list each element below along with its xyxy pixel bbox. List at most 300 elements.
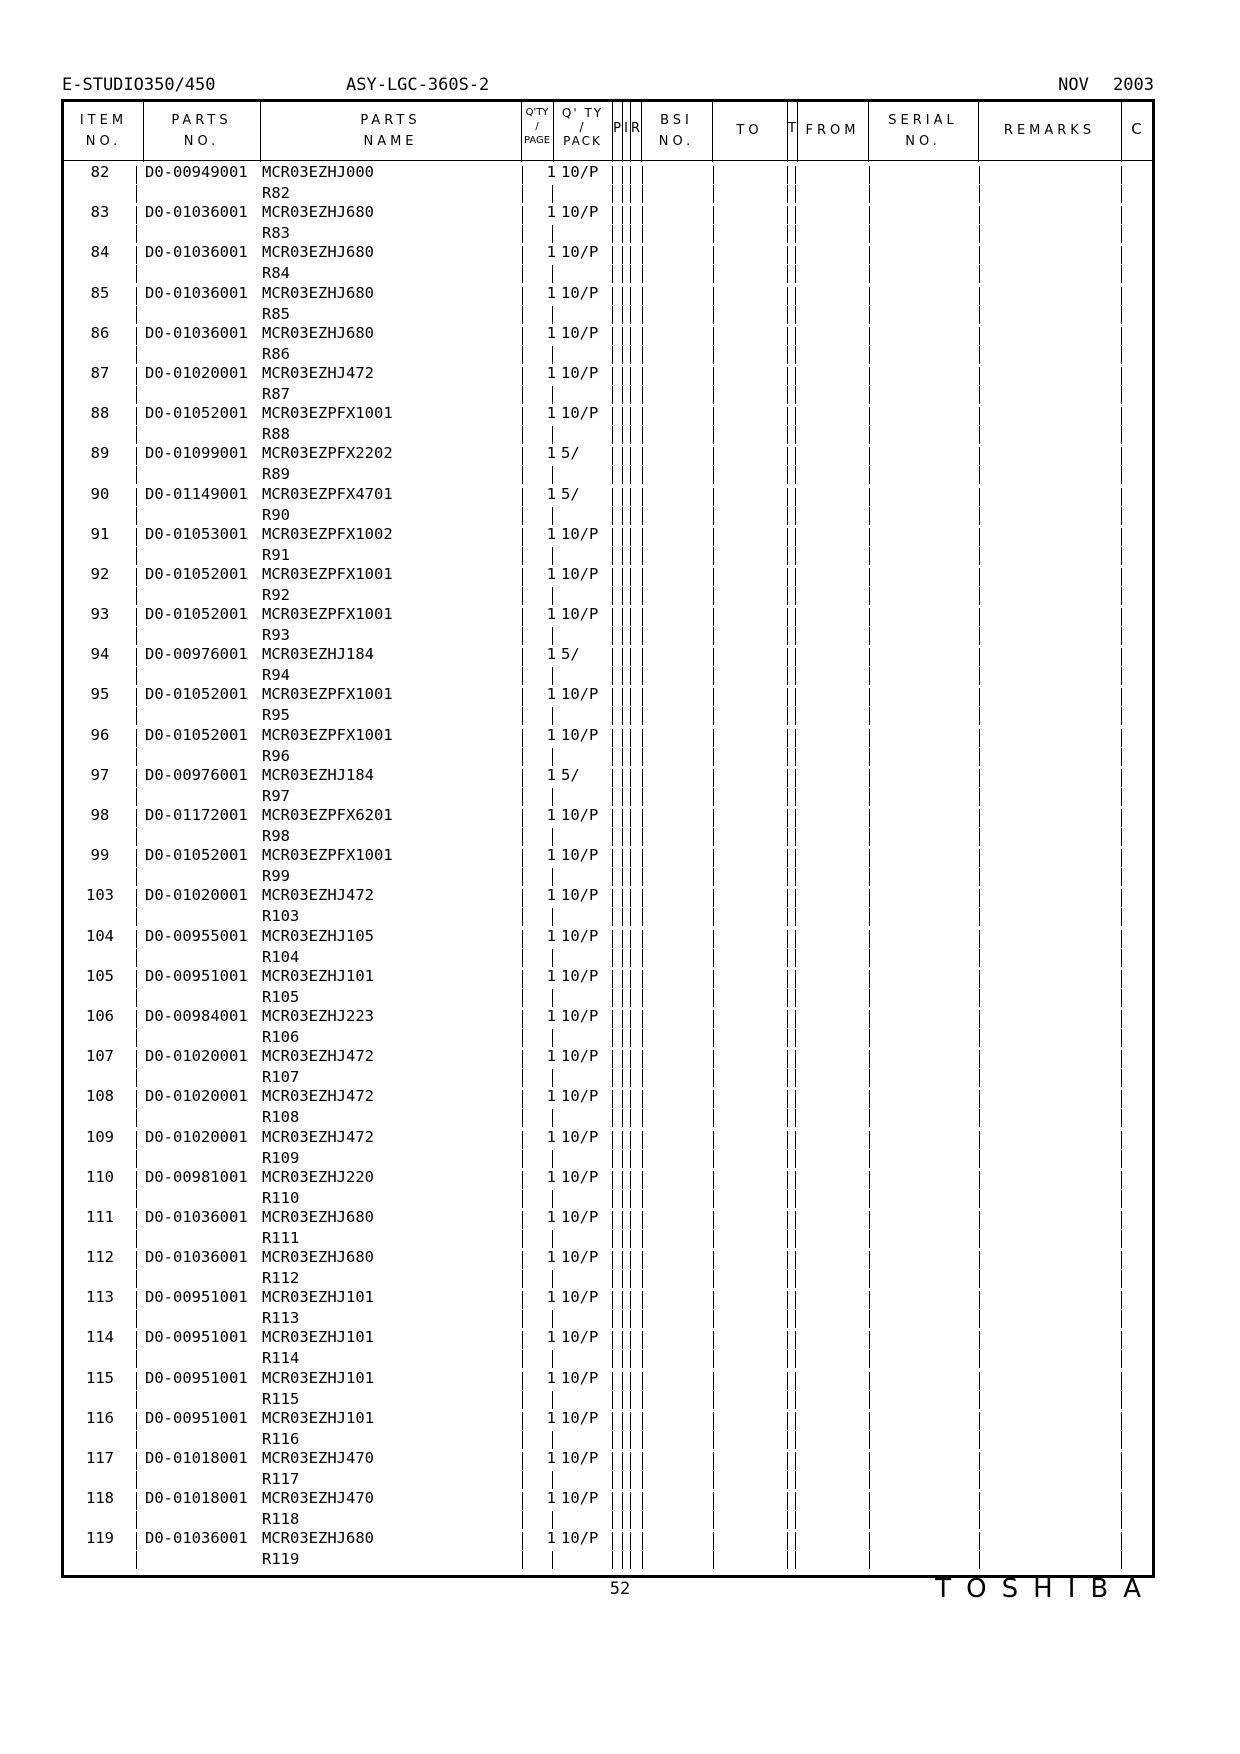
- column-tick: [869, 648, 870, 666]
- column-tick: [713, 426, 714, 444]
- column-tick: [1121, 809, 1122, 827]
- column-tick: [713, 185, 714, 203]
- column-tick: [136, 1452, 137, 1470]
- reference-cell: R107: [262, 1068, 300, 1087]
- column-tick: [787, 1050, 788, 1068]
- column-tick: [787, 1029, 788, 1047]
- column-tick: [787, 528, 788, 546]
- parts-name-cell: MCR03EZHJ472: [262, 1127, 374, 1146]
- column-tick: [1121, 1109, 1122, 1127]
- parts-no-cell: D0-00951001: [145, 966, 248, 985]
- column-tick: [1121, 868, 1122, 886]
- column-tick: [795, 568, 796, 586]
- column-tick: [787, 667, 788, 685]
- column-tick: [622, 246, 623, 264]
- column-tick: [136, 1029, 137, 1047]
- column-tick: [522, 769, 523, 787]
- column-tick: [1121, 1391, 1122, 1409]
- column-tick: [642, 426, 643, 444]
- column-tick: [522, 488, 523, 506]
- column-tick: [622, 327, 623, 345]
- qty-pack-cell: 10/P: [561, 1006, 599, 1025]
- qty-page-cell: 1: [546, 1449, 556, 1467]
- column-tick: [622, 1350, 623, 1368]
- column-tick: [713, 407, 714, 425]
- column-tick: [612, 1211, 613, 1229]
- column-tick: [1121, 407, 1122, 425]
- item-no-cell: 95: [90, 685, 110, 704]
- column-tick: [979, 386, 980, 404]
- column-tick: [979, 1551, 980, 1569]
- column-tick: [787, 1010, 788, 1028]
- parts-no-cell: D0-01036001: [145, 323, 248, 342]
- column-tick: [713, 466, 714, 484]
- col-serial-no: SERIAL NO.: [888, 113, 958, 149]
- column-tick: [522, 1251, 523, 1269]
- column-tick: [612, 507, 613, 525]
- column-tick: [787, 1069, 788, 1087]
- column-tick: [622, 447, 623, 465]
- column-tick: [522, 930, 523, 948]
- qty-pack-cell: 10/P: [561, 1328, 599, 1347]
- column-tick: [522, 287, 523, 305]
- column-tick: [979, 1211, 980, 1229]
- column-tick: [869, 1230, 870, 1248]
- column-tick: [979, 809, 980, 827]
- col-from: FROM: [805, 123, 860, 138]
- column-tick: [869, 1211, 870, 1229]
- column-tick: [869, 306, 870, 324]
- column-tick: [1121, 1270, 1122, 1288]
- column-tick: [622, 185, 623, 203]
- column-tick: [795, 1372, 796, 1390]
- column-tick: [622, 1551, 623, 1569]
- column-tick: [622, 769, 623, 787]
- qty-page-cell: 1: [546, 1047, 556, 1066]
- column-tick: [136, 1251, 137, 1269]
- column-tick: [630, 1211, 631, 1229]
- column-tick: [136, 1090, 137, 1108]
- item-no-cell: 107: [86, 1047, 114, 1066]
- parts-no-cell: D0-00951001: [145, 1368, 248, 1387]
- column-tick: [979, 265, 980, 283]
- column-tick: [1121, 748, 1122, 766]
- column-tick: [630, 265, 631, 283]
- column-tick: [136, 447, 137, 465]
- column-tick: [642, 729, 643, 747]
- parts-name-cell: MCR03EZHJ101: [262, 1408, 374, 1427]
- qty-page-cell: 1: [546, 1328, 556, 1347]
- column-tick: [612, 306, 613, 324]
- parts-name-cell: MCR03EZPFX2202: [262, 444, 393, 463]
- column-tick: [630, 970, 631, 988]
- column-tick: [552, 989, 553, 1007]
- column-tick: [522, 648, 523, 666]
- column-tick: [642, 488, 643, 506]
- item-no-cell: 93: [90, 605, 110, 624]
- column-tick: [869, 1551, 870, 1569]
- column-tick: [1121, 426, 1122, 444]
- column-tick: [642, 1412, 643, 1430]
- column-tick: [642, 889, 643, 907]
- column-tick: [787, 1270, 788, 1288]
- qty-pack-cell: 10/P: [561, 1248, 599, 1267]
- column-tick: [869, 327, 870, 345]
- column-tick: [522, 426, 523, 444]
- column-tick: [1121, 667, 1122, 685]
- parts-name-cell: MCR03EZHJ223: [262, 1006, 374, 1025]
- column-tick: [522, 265, 523, 283]
- column-tick: [622, 1291, 623, 1309]
- column-tick: [795, 1150, 796, 1168]
- parts-no-cell: D0-01020001: [145, 1127, 248, 1146]
- column-tick: [612, 367, 613, 385]
- parts-table: [61, 99, 1155, 1578]
- column-tick: [552, 426, 553, 444]
- column-tick: [1121, 1150, 1122, 1168]
- item-no-cell: 118: [86, 1489, 114, 1508]
- column-tick: [787, 1511, 788, 1529]
- column-tick: [612, 707, 613, 725]
- column-tick: [642, 1211, 643, 1229]
- column-tick: [979, 1431, 980, 1449]
- reference-cell: R95: [262, 706, 290, 725]
- column-tick: [136, 748, 137, 766]
- column-tick: [642, 206, 643, 224]
- column-tick: [869, 1131, 870, 1149]
- column-tick: [869, 707, 870, 725]
- table-row: [64, 604, 1152, 644]
- column-tick: [713, 1230, 714, 1248]
- qty-page-cell: 1: [546, 725, 556, 744]
- column-tick: [522, 889, 523, 907]
- column-tick: [787, 1492, 788, 1510]
- column-tick: [787, 1310, 788, 1328]
- column-tick: [713, 1010, 714, 1028]
- column-tick: [869, 1511, 870, 1529]
- qty-pack-cell: 10/P: [561, 524, 599, 543]
- column-tick: [787, 1452, 788, 1470]
- column-tick: [630, 748, 631, 766]
- parts-no-cell: D0-01036001: [145, 283, 248, 302]
- column-tick: [979, 1190, 980, 1208]
- column-tick: [622, 989, 623, 1007]
- column-tick: [869, 1372, 870, 1390]
- column-tick: [522, 1412, 523, 1430]
- column-tick: [612, 346, 613, 364]
- column-tick: [979, 648, 980, 666]
- column-tick: [713, 306, 714, 324]
- column-tick: [979, 889, 980, 907]
- column-tick: [713, 166, 714, 184]
- column-tick: [869, 1029, 870, 1047]
- column-tick: [522, 547, 523, 565]
- column-tick: [787, 788, 788, 806]
- column-tick: [622, 849, 623, 867]
- column-tick: [713, 1171, 714, 1189]
- column-tick: [136, 1532, 137, 1550]
- column-tick: [612, 246, 613, 264]
- table-row: [64, 1368, 1152, 1408]
- column-tick: [612, 1291, 613, 1309]
- column-tick: [869, 1532, 870, 1550]
- column-tick: [136, 1190, 137, 1208]
- column-tick: [612, 729, 613, 747]
- column-tick: [869, 346, 870, 364]
- column-tick: [622, 627, 623, 645]
- column-tick: [795, 809, 796, 827]
- column-tick: [1121, 1050, 1122, 1068]
- column-tick: [979, 1471, 980, 1489]
- column-tick: [1121, 1452, 1122, 1470]
- column-tick: [713, 225, 714, 243]
- column-tick: [787, 246, 788, 264]
- column-tick: [795, 688, 796, 706]
- column-tick: [612, 1109, 613, 1127]
- column-tick: [1121, 1291, 1122, 1309]
- column-tick: [612, 1150, 613, 1168]
- qty-pack-cell: 10/P: [561, 605, 599, 624]
- parts-name-cell: MCR03EZPFX4701: [262, 484, 393, 503]
- column-tick: [1121, 1251, 1122, 1269]
- column-tick: [869, 1291, 870, 1309]
- column-tick: [642, 568, 643, 586]
- column-tick: [787, 1150, 788, 1168]
- column-tick: [622, 206, 623, 224]
- column-tick: [1121, 1171, 1122, 1189]
- qty-pack-cell: 10/P: [561, 966, 599, 985]
- table-row: [64, 1207, 1152, 1247]
- column-tick: [612, 1010, 613, 1028]
- column-tick: [612, 1532, 613, 1550]
- item-no-cell: 86: [90, 323, 110, 342]
- column-tick: [795, 1532, 796, 1550]
- column-tick: [612, 1551, 613, 1569]
- column-tick: [795, 447, 796, 465]
- column-tick: [522, 1471, 523, 1489]
- column-tick: [136, 949, 137, 967]
- column-tick: [979, 1090, 980, 1108]
- column-tick: [795, 608, 796, 626]
- column-tick: [795, 667, 796, 685]
- qty-page-cell: 1: [546, 1207, 556, 1226]
- column-tick: [795, 1391, 796, 1409]
- column-tick: [795, 488, 796, 506]
- column-tick: [1121, 1131, 1122, 1149]
- column-tick: [713, 769, 714, 787]
- parts-no-cell: D0-01052001: [145, 605, 248, 624]
- column-tick: [552, 507, 553, 525]
- column-tick: [795, 1050, 796, 1068]
- column-tick: [622, 568, 623, 586]
- column-tick: [795, 1230, 796, 1248]
- column-tick: [612, 1412, 613, 1430]
- qty-page-cell: 1: [546, 1087, 556, 1106]
- reference-cell: R103: [262, 907, 300, 926]
- column-tick: [787, 1331, 788, 1349]
- column-tick: [787, 1431, 788, 1449]
- column-tick: [795, 1492, 796, 1510]
- column-tick: [979, 225, 980, 243]
- reference-cell: R97: [262, 786, 290, 805]
- column-tick: [795, 648, 796, 666]
- column-tick: [552, 1270, 553, 1288]
- column-tick: [869, 989, 870, 1007]
- table-row: [64, 1327, 1152, 1367]
- column-tick: [979, 1532, 980, 1550]
- column-tick: [979, 627, 980, 645]
- column-tick: [642, 970, 643, 988]
- column-tick: [522, 970, 523, 988]
- column-tick: [713, 1270, 714, 1288]
- column-tick: [630, 729, 631, 747]
- column-tick: [642, 185, 643, 203]
- column-tick: [612, 868, 613, 886]
- table-row: [64, 363, 1152, 403]
- column-tick: [522, 1372, 523, 1390]
- column-tick: [869, 688, 870, 706]
- column-tick: [612, 769, 613, 787]
- column-tick: [630, 426, 631, 444]
- column-tick: [630, 1050, 631, 1068]
- column-tick: [622, 1230, 623, 1248]
- column-tick: [713, 949, 714, 967]
- item-no-cell: 85: [90, 283, 110, 302]
- column-tick: [979, 688, 980, 706]
- column-tick: [552, 547, 553, 565]
- reference-cell: R116: [262, 1429, 300, 1448]
- column-tick: [630, 1372, 631, 1390]
- column-tick: [136, 327, 137, 345]
- reference-cell: R88: [262, 425, 290, 444]
- column-tick: [552, 1391, 553, 1409]
- reference-cell: R106: [262, 1027, 300, 1046]
- qty-pack-cell: 10/P: [561, 926, 599, 945]
- column-tick: [630, 447, 631, 465]
- column-tick: [522, 707, 523, 725]
- column-tick: [869, 246, 870, 264]
- column-tick: [136, 206, 137, 224]
- column-tick: [522, 1090, 523, 1108]
- column-tick: [979, 466, 980, 484]
- column-tick: [552, 1230, 553, 1248]
- column-tick: [642, 949, 643, 967]
- column-tick: [612, 426, 613, 444]
- column-tick: [630, 225, 631, 243]
- column-tick: [622, 889, 623, 907]
- qty-page-cell: 1: [546, 886, 556, 905]
- column-tick: [136, 889, 137, 907]
- column-tick: [1121, 930, 1122, 948]
- column-tick: [552, 1109, 553, 1127]
- qty-pack-cell: 10/P: [561, 1368, 599, 1387]
- column-tick: [612, 1331, 613, 1349]
- column-tick: [612, 667, 613, 685]
- column-tick: [642, 1391, 643, 1409]
- reference-cell: R94: [262, 666, 290, 685]
- column-tick: [787, 306, 788, 324]
- column-tick: [869, 1050, 870, 1068]
- column-tick: [979, 528, 980, 546]
- column-tick: [713, 1350, 714, 1368]
- column-tick: [622, 1412, 623, 1430]
- column-tick: [630, 287, 631, 305]
- column-tick: [795, 930, 796, 948]
- column-tick: [795, 1029, 796, 1047]
- column-tick: [612, 547, 613, 565]
- column-tick: [1121, 1230, 1122, 1248]
- column-tick: [136, 185, 137, 203]
- column-tick: [713, 707, 714, 725]
- column-tick: [136, 688, 137, 706]
- qty-pack-cell: 10/P: [561, 1207, 599, 1226]
- column-tick: [136, 769, 137, 787]
- column-tick: [522, 1511, 523, 1529]
- reference-cell: R119: [262, 1550, 300, 1569]
- parts-no-cell: D0-01149001: [145, 484, 248, 503]
- column-tick: [1121, 528, 1122, 546]
- qty-pack-cell: 5/: [561, 444, 580, 463]
- column-tick: [713, 346, 714, 364]
- column-tick: [622, 1431, 623, 1449]
- column-tick: [795, 426, 796, 444]
- column-tick: [622, 1372, 623, 1390]
- column-tick: [869, 667, 870, 685]
- qty-page-cell: 1: [546, 1167, 556, 1186]
- page-number: 52: [609, 1579, 631, 1599]
- qty-page-cell: 1: [546, 243, 556, 262]
- column-tick: [787, 225, 788, 243]
- column-tick: [869, 407, 870, 425]
- column-tick: [713, 386, 714, 404]
- column-tick: [713, 587, 714, 605]
- column-tick: [642, 1171, 643, 1189]
- parts-no-cell: D0-01036001: [145, 1529, 248, 1548]
- column-tick: [795, 287, 796, 305]
- column-tick: [642, 407, 643, 425]
- column-tick: [642, 849, 643, 867]
- col-t: T: [788, 121, 796, 136]
- column-tick: [612, 407, 613, 425]
- column-tick: [713, 1291, 714, 1309]
- column-tick: [622, 828, 623, 846]
- reference-cell: R96: [262, 746, 290, 765]
- reference-cell: R113: [262, 1309, 300, 1328]
- qty-page-cell: 1: [546, 685, 556, 704]
- column-tick: [1121, 166, 1122, 184]
- column-tick: [612, 1452, 613, 1470]
- column-tick: [787, 868, 788, 886]
- column-tick: [979, 1270, 980, 1288]
- column-tick: [713, 889, 714, 907]
- item-no-cell: 84: [90, 243, 110, 262]
- column-tick: [612, 327, 613, 345]
- column-tick: [787, 908, 788, 926]
- column-tick: [622, 1109, 623, 1127]
- column-tick: [622, 225, 623, 243]
- column-tick: [795, 327, 796, 345]
- column-tick: [979, 849, 980, 867]
- column-tick: [869, 748, 870, 766]
- column-tick: [630, 1350, 631, 1368]
- column-tick: [795, 1431, 796, 1449]
- column-tick: [630, 587, 631, 605]
- column-tick: [642, 1452, 643, 1470]
- column-tick: [136, 1492, 137, 1510]
- column-tick: [612, 1050, 613, 1068]
- column-tick: [136, 1109, 137, 1127]
- column-tick: [795, 889, 796, 907]
